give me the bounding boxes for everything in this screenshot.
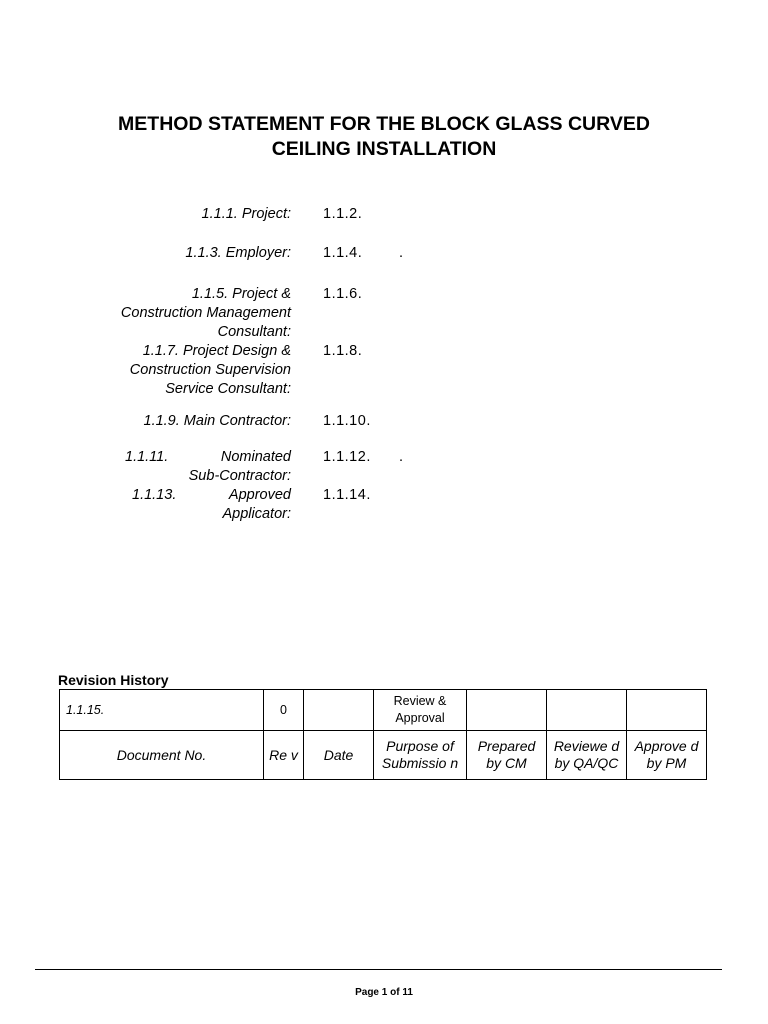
pds-consultant-value: 1.1.8.	[323, 343, 363, 359]
employer-value: 1.1.4.	[323, 245, 363, 261]
approved-applicator-label: 1.1.13. Approved Applicator:	[132, 487, 291, 522]
doc-no-header: Document No.	[60, 731, 264, 780]
pds-consultant-label: 1.1.7. Project Design & Construction Supervision Service Consultant:	[129, 343, 291, 397]
document-title-line-1: METHOD STATEMENT FOR THE BLOCK GLASS CURVED	[118, 113, 650, 135]
page-number: Page 1 of 11	[355, 987, 413, 998]
prepared-header: Prepared by CM	[467, 731, 547, 780]
project-value: 1.1.2.	[323, 206, 363, 222]
approved-cell	[627, 690, 707, 731]
approved-header: Approve d by PM	[627, 731, 707, 780]
revision-history-title: Revision History	[58, 672, 169, 688]
reviewed-header: Reviewe d by QA/QC	[547, 731, 627, 780]
employer-extra: .	[399, 245, 404, 261]
footer-divider	[35, 969, 722, 970]
main-contractor-label: 1.1.9. Main Contractor:	[143, 413, 291, 429]
date-cell	[304, 690, 374, 731]
pcm-consultant-value: 1.1.6.	[323, 286, 363, 302]
nominated-subcontractor-label: 1.1.11. Nominated Sub-Contractor:	[125, 449, 291, 484]
revision-history-table	[59, 689, 707, 780]
reviewed-cell	[547, 690, 627, 731]
nominated-subcontractor-value: 1.1.12.	[323, 449, 371, 465]
table-row	[60, 690, 707, 731]
project-label: 1.1.1. Project:	[201, 206, 291, 222]
prepared-cell	[467, 690, 547, 731]
main-contractor-value: 1.1.10.	[323, 413, 371, 429]
rev-cell: 0	[264, 690, 304, 731]
rev-header: Re v	[264, 731, 304, 780]
document-title	[60, 112, 708, 162]
pcm-consultant-label: 1.1.5. Project & Construction Management Consultant:	[120, 286, 291, 340]
purpose-cell: Review & Approval	[374, 690, 467, 731]
employer-label: 1.1.3. Employer:	[185, 245, 291, 261]
doc-no-cell: 1.1.15.	[60, 690, 264, 731]
table-header-row	[60, 731, 707, 780]
purpose-header: Purpose of Submissio n	[374, 731, 467, 780]
date-header: Date	[304, 731, 374, 780]
nominated-subcontractor-extra: .	[399, 449, 404, 465]
document-title-line-2: CEILING INSTALLATION	[271, 138, 497, 160]
approved-applicator-value: 1.1.14.	[323, 487, 371, 503]
